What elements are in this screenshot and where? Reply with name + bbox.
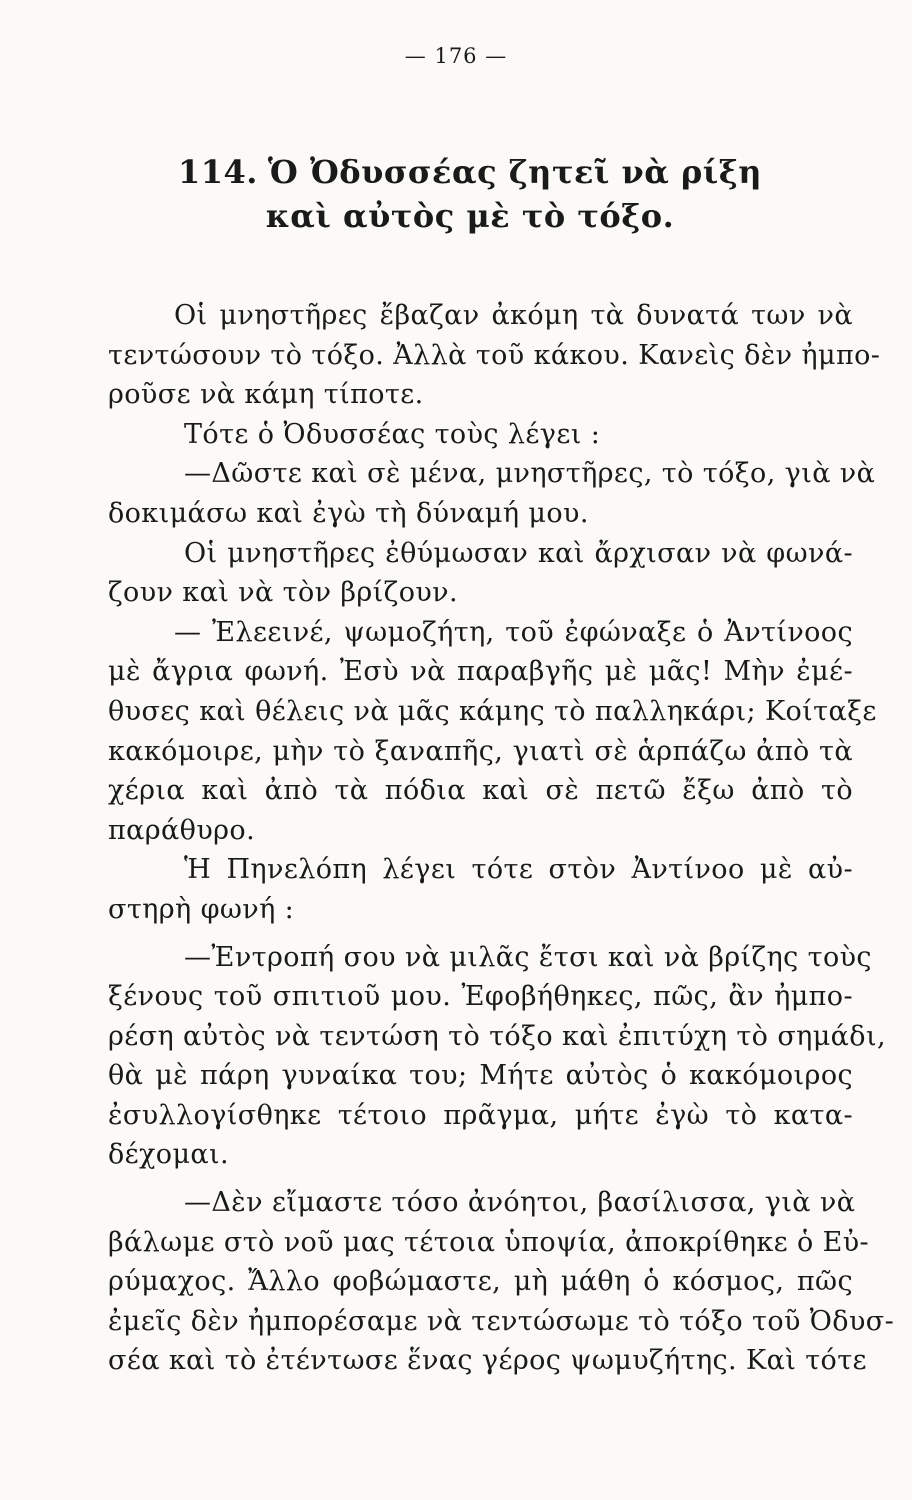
text-line: μὲ ἄγρια φωνή. Ἐσὺ νὰ παραβγῆς μὲ μᾶς! Μὴν ἐμέ- — [108, 656, 853, 688]
text-line: ροῦσε νὰ κάμη τίποτε. — [108, 379, 424, 411]
text-line: κακόμοιρε, μὴν τὸ ξαναπῆς, γιατὶ σὲ ἁρπάζω ἀπὸ τὰ — [108, 735, 853, 767]
text-line: —Δῶστε καὶ σὲ μένα, μνηστῆρες, τὸ τόξο, γιὰ νὰ — [184, 458, 876, 490]
text-line: χέρια καὶ ἀπὸ τὰ πόδια καὶ σὲ πετῶ ἔξω ἀπὸ τὸ — [108, 775, 853, 807]
text-line: ἐσυλλογίσθηκε τέτοιο πρᾶγμα, μήτε ἐγὼ τὸ κατα- — [108, 1099, 853, 1131]
text-line: δέχομαι. — [108, 1139, 230, 1171]
text-line: τεντώσουν τὸ τόξο. Ἀλλὰ τοῦ κάκου. Κανεὶς δὲν ἠμπο- — [108, 339, 881, 371]
text-line: ξένους τοῦ σπιτιοῦ μου. Ἐφοβήθηκες, πῶς, ἂν ἠμπο- — [108, 981, 853, 1013]
text-line: δοκιμάσω καὶ ἐγὼ τὴ δύναμή μου. — [108, 497, 589, 529]
text-line: ζουν καὶ νὰ τὸν βρίζουν. — [108, 577, 458, 609]
body-text — [108, 296, 895, 1381]
text-line: —Ἐντροπή σου νὰ μιλᾶς ἔτσι καὶ νὰ βρίζης τοὺς — [184, 941, 872, 973]
text-line: Τότε ὁ Ὀδυσσέας τοὺς λέγει : — [184, 418, 601, 450]
chapter-title-part-1: Ὁ Ὀδυσσέας ζητεῖ νὰ ρίξη — [267, 153, 762, 191]
text-line: στηρὴ φωνή : — [108, 893, 295, 925]
text-line: ρύμαχος. Ἄλλο φοβώμαστε, μὴ μάθη ὁ κόσμος, πῶς — [108, 1266, 853, 1298]
text-line: σέα καὶ τὸ ἐτέντωσε ἕνας γέρος ψωμυζήτης. Καὶ τότε — [108, 1345, 867, 1377]
text-line: ρέση αὐτὸς νὰ τεντώση τὸ τόξο καὶ ἐπιτύχη τὸ σημάδι, — [108, 1020, 886, 1052]
text-line: βάλωμε στὸ νοῦ μας τέτοια ὑποψία, ἀποκρίθηκε ὁ Εὐ- — [108, 1226, 870, 1258]
chapter-number: 114. — [177, 153, 258, 191]
text-line: θὰ μὲ πάρη γυναίκα του; Μήτε αὐτὸς ὁ κακόμοιρος — [108, 1060, 853, 1092]
text-line: —Δὲν εἴμαστε τόσο ἀνόητοι, βασίλισσα, γιὰ νὰ — [184, 1187, 856, 1219]
text-line: Οἱ μνηστῆρες ἐθύμωσαν καὶ ἄρχισαν νὰ φωνά- — [184, 537, 853, 569]
text-line: θυσες καὶ θέλεις νὰ μᾶς κάμης τὸ παλληκάρι; Κοίταξε — [108, 695, 877, 727]
text-line: Οἱ μνηστῆρες ἔβαζαν ἀκόμη τὰ δυνατά των νὰ — [174, 300, 853, 331]
chapter-heading — [120, 150, 820, 238]
chapter-heading-line-1 — [120, 150, 820, 194]
text-line: — Ἐλεεινέ, ψωμοζήτη, τοῦ ἐφώναξε ὁ Ἀντίνοος — [174, 616, 853, 648]
text-line: ἐμεῖς δὲν ἠμπορέσαμε νὰ τεντώσωμε τὸ τόξο τοῦ Ὀδυσ- — [108, 1305, 895, 1337]
text-line: Ἡ Πηνελόπη λέγει τότε στὸν Ἀντίνοο μὲ αὐ- — [184, 854, 853, 886]
text-line: παράθυρο. — [108, 814, 256, 846]
page-number: — 176 — — [404, 44, 508, 68]
chapter-title-part-2: καὶ αὐτὸς μὲ τὸ τόξο. — [265, 197, 675, 235]
